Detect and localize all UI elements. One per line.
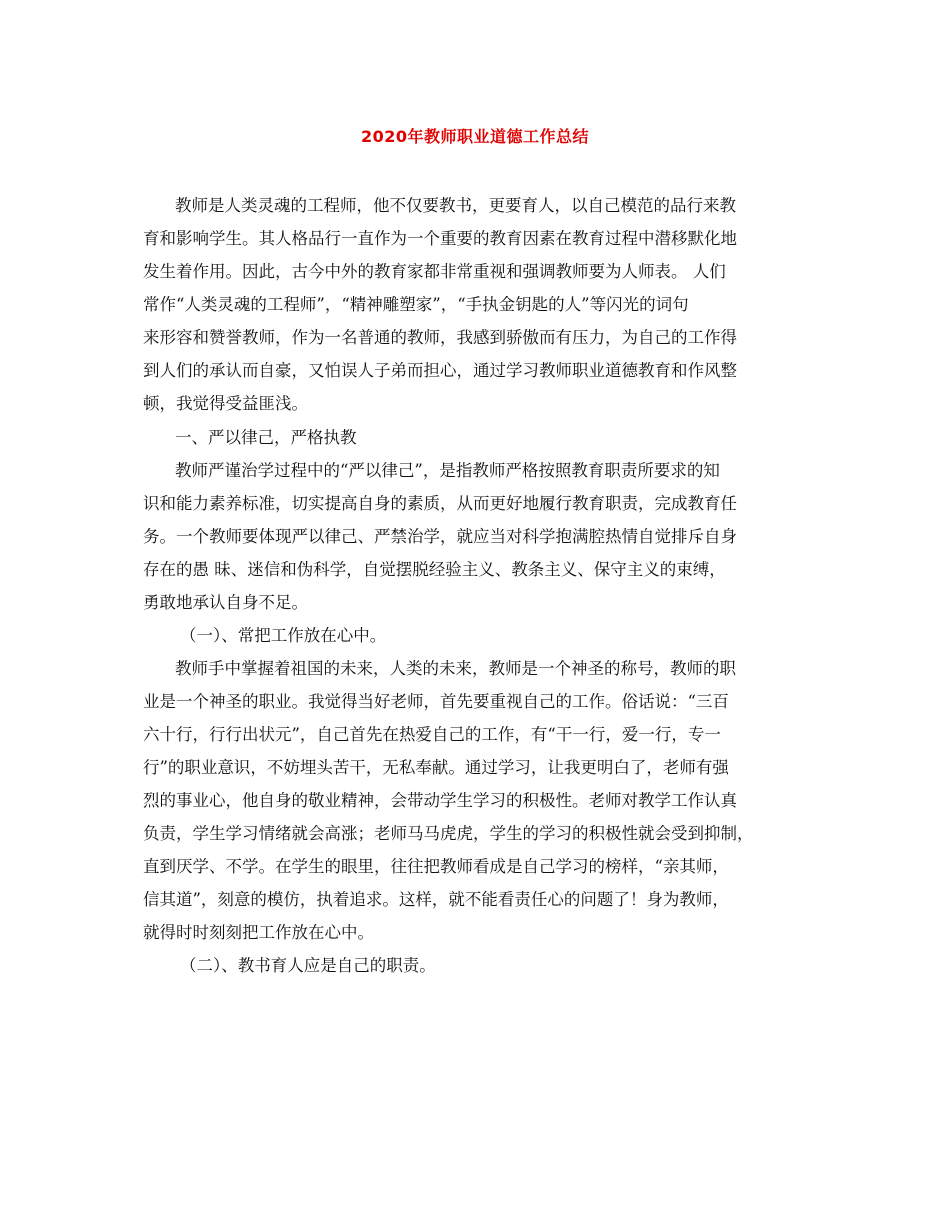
paragraph-line: 六十行，行行出状元”，自己首先在热爱自己的工作，有“干一行，爱一行，专一 [143,725,721,744]
paragraph-line: 信其道”，刻意的模仿，执着追求。这样，就不能看责任心的问题了！身为教师， [143,890,729,909]
paragraph-line: 负责，学生学习情绪就会高涨；老师马马虎虎，学生的学习的积极性就会受到抑制， [143,824,754,843]
paragraph-line: 就得时时刻刻把工作放在心中。 [143,923,374,942]
paragraph-line: 存在的愚 昧、迷信和伪科学，自觉摆脱经验主义、教条主义、保守主义的束缚， [143,560,726,579]
paragraph-line: 常作“人类灵魂的工程师”，“精神雕塑家”，“手执金钥匙的人”等闪光的词句 [143,295,689,314]
paragraph-line: 到人们的承认而自豪，又怕误人子弟而担心，通过学习教师职业道德教育和作风整 [143,361,737,380]
subsection-heading: （二）、教书育人应是自己的职责。 [180,956,436,975]
paragraph-line: 教师严谨治学过程中的“严以律己”，是指教师严格按照教育职责所要求的知 [175,461,720,480]
paragraph-line: 教师是人类灵魂的工程师，他不仅要教书，更要育人，以自己模范的品行来教 [175,196,736,215]
paragraph-line: 勇敢地承认自身不足。 [143,593,308,612]
paragraph-line: 识和能力素养标准，切实提高自身的素质，从而更好地履行教育职责，完成教育任 [143,494,737,513]
document-title: 2020年教师职业道德工作总结 [360,127,590,146]
paragraph-line: 烈的事业心，他自身的敬业精神，会带动学生学习的积极性。老师对教学工作认真 [143,791,737,810]
paragraph-line: 来形容和赞誉教师，作为一名普通的教师，我感到骄傲而有压力，为自己的工作得 [143,328,737,347]
subsection-heading: （一）、常把工作放在心中。 [180,626,387,645]
paragraph-line: 教师手中掌握着祖国的未来，人类的未来，教师是一个神圣的称号，教师的职 [175,659,736,678]
paragraph-line: 务。一个教师要体现严以律己、严禁治学，就应当对科学抱满腔热情自觉排斥自身 [143,527,737,546]
paragraph-line: 顿，我觉得受益匪浅。 [143,394,308,413]
paragraph-line: 业是一个神圣的职业。我觉得当好老师，首先要重视自己的工作。俗话说：“三百 [143,692,729,711]
paragraph-line: 直到厌学、不学。在学生的眼里，往往把教师看成是自己学习的榜样，“亲其师， [143,857,729,876]
paragraph-line: 发生着作用。因此，古今中外的教育家都非常重视和强调教师要为人师表。 人们 [143,262,726,281]
section-heading: 一、严以律己，严格执教 [175,428,357,447]
paragraph-line: 育和影响学生。其人格品行一直作为一个重要的教育因素在教育过程中潜移默化地 [143,229,737,248]
paragraph-line: 行”的职业意识，不妨埋头苦干，无私奉献。通过学习，让我更明白了，老师有强 [143,758,729,777]
